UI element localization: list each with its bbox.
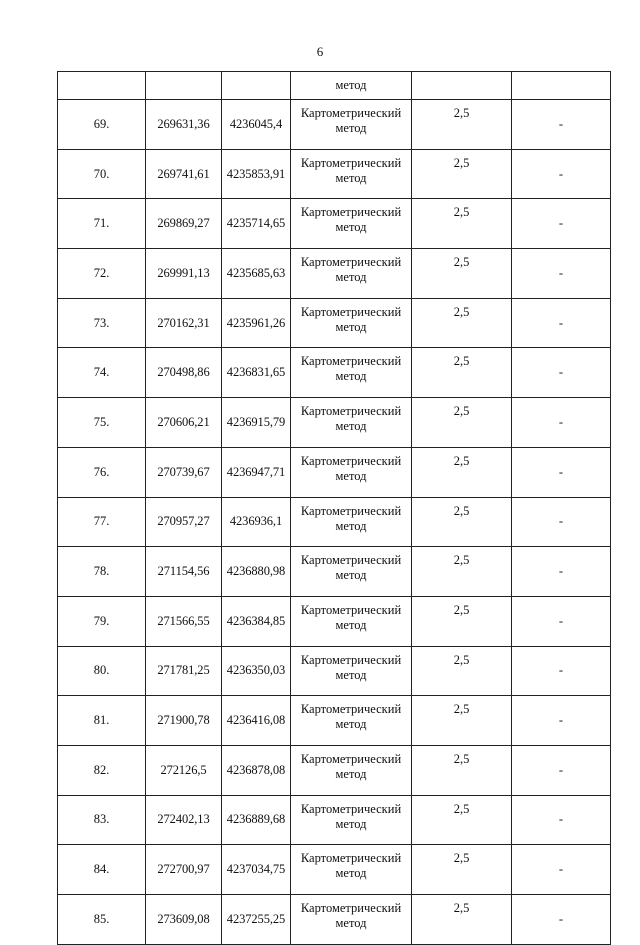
- accuracy: 2,5: [412, 497, 512, 547]
- method: [291, 596, 412, 646]
- note: -: [512, 199, 611, 249]
- method-line-2: метод: [335, 369, 367, 384]
- point-number: 84.: [58, 845, 146, 895]
- method-line-2: метод: [335, 568, 367, 583]
- point-number: 73.: [58, 298, 146, 348]
- coordinate-y: 4236878,08: [222, 745, 291, 795]
- table-row: [58, 199, 611, 249]
- method-line-2: метод: [335, 170, 367, 185]
- coordinate-x: 271900,78: [146, 696, 222, 746]
- coordinate-x: 272700,97: [146, 845, 222, 895]
- accuracy: 2,5: [412, 646, 512, 696]
- accuracy: 2,5: [412, 348, 512, 398]
- method: [291, 348, 412, 398]
- coordinate-y: 4236045,4: [222, 100, 291, 150]
- table-row: [58, 895, 611, 945]
- coordinate-x: 270498,86: [146, 348, 222, 398]
- accuracy: 2,5: [412, 149, 512, 199]
- method-line-1: Картометрический: [300, 553, 402, 568]
- accuracy: 2,5: [412, 596, 512, 646]
- accuracy: 2,5: [412, 895, 512, 945]
- coordinate-x: 271154,56: [146, 547, 222, 597]
- method-line-2: метод: [335, 816, 367, 831]
- note: -: [512, 497, 611, 547]
- coordinate-y: 4236831,65: [222, 348, 291, 398]
- point-number: 72.: [58, 249, 146, 299]
- method: [291, 845, 412, 895]
- cell-y: [222, 72, 291, 100]
- point-number: 78.: [58, 547, 146, 597]
- table-row: [58, 348, 611, 398]
- point-number: 77.: [58, 497, 146, 547]
- method-line-1: Картометрический: [300, 602, 402, 617]
- point-number: 81.: [58, 696, 146, 746]
- accuracy: 2,5: [412, 100, 512, 150]
- point-number: 82.: [58, 745, 146, 795]
- accuracy: 2,5: [412, 199, 512, 249]
- note: -: [512, 149, 611, 199]
- cell-method: метод: [291, 72, 412, 100]
- method-line-1: Картометрический: [300, 503, 402, 518]
- method-line-2: метод: [335, 916, 367, 930]
- method-line-1: Картометрический: [300, 155, 402, 170]
- coordinate-x: 270957,27: [146, 497, 222, 547]
- method-line-1: Картометрический: [300, 255, 402, 270]
- method: [291, 895, 412, 945]
- point-number: 74.: [58, 348, 146, 398]
- cell-number: [58, 72, 146, 100]
- method-line-1: Картометрический: [300, 205, 402, 220]
- point-number: 69.: [58, 100, 146, 150]
- method-line-1: Картометрический: [300, 801, 402, 816]
- coordinate-y: 4236350,03: [222, 646, 291, 696]
- method-line-1: Картометрический: [300, 901, 402, 915]
- table-row: [58, 596, 611, 646]
- coordinate-x: 269991,13: [146, 249, 222, 299]
- page-number: 6: [316, 44, 324, 59]
- note: -: [512, 646, 611, 696]
- method: [291, 199, 412, 249]
- table-row: [58, 249, 611, 299]
- coordinate-x: 270162,31: [146, 298, 222, 348]
- method: [291, 646, 412, 696]
- note: -: [512, 398, 611, 448]
- accuracy: 2,5: [412, 398, 512, 448]
- table-row: [58, 398, 611, 448]
- accuracy: 2,5: [412, 696, 512, 746]
- point-number: 70.: [58, 149, 146, 199]
- method-line-2: метод: [335, 270, 367, 285]
- method-line-1: Картометрический: [300, 404, 402, 419]
- method: [291, 398, 412, 448]
- note: -: [512, 845, 611, 895]
- point-number: 85.: [58, 895, 146, 945]
- method: [291, 795, 412, 845]
- method: [291, 249, 412, 299]
- accuracy: 2,5: [412, 547, 512, 597]
- coordinate-x: 271566,55: [146, 596, 222, 646]
- method: [291, 149, 412, 199]
- note: -: [512, 596, 611, 646]
- method-line-2: метод: [335, 717, 367, 732]
- cell-note: [512, 72, 611, 100]
- point-number: 79.: [58, 596, 146, 646]
- note: -: [512, 895, 611, 945]
- point-number: 76.: [58, 447, 146, 497]
- coordinate-y: 4235961,26: [222, 298, 291, 348]
- method-line-1: Картометрический: [300, 751, 402, 766]
- continuation-row: [58, 72, 611, 100]
- method-line-2: метод: [335, 220, 367, 235]
- note: -: [512, 348, 611, 398]
- accuracy: 2,5: [412, 447, 512, 497]
- table-row: [58, 149, 611, 199]
- note: -: [512, 795, 611, 845]
- table-row: [58, 845, 611, 895]
- table-row: [58, 547, 611, 597]
- coordinate-x: 269869,27: [146, 199, 222, 249]
- accuracy: 2,5: [412, 249, 512, 299]
- coordinate-y: 4237034,75: [222, 845, 291, 895]
- note: -: [512, 696, 611, 746]
- point-number: 71.: [58, 199, 146, 249]
- note: -: [512, 100, 611, 150]
- coordinate-y: 4236947,71: [222, 447, 291, 497]
- coordinate-x: 272402,13: [146, 795, 222, 845]
- coordinate-y: 4236880,98: [222, 547, 291, 597]
- method-line-2: метод: [335, 518, 367, 533]
- method: [291, 696, 412, 746]
- method-line-1: Картометрический: [300, 851, 402, 866]
- table-row: [58, 497, 611, 547]
- table-row: [58, 100, 611, 150]
- coordinate-y: 4235685,63: [222, 249, 291, 299]
- coordinate-y: 4236416,08: [222, 696, 291, 746]
- method-line-1: Картометрический: [300, 106, 402, 120]
- method-line-1: Картометрический: [300, 354, 402, 369]
- coordinate-y: 4236915,79: [222, 398, 291, 448]
- table-row: [58, 447, 611, 497]
- method: [291, 547, 412, 597]
- method-line-1: Картометрический: [300, 702, 402, 717]
- method-line-1: Картометрический: [300, 652, 402, 667]
- accuracy: 2,5: [412, 795, 512, 845]
- point-number: 83.: [58, 795, 146, 845]
- method: [291, 745, 412, 795]
- method-line-2: метод: [335, 866, 367, 881]
- coordinate-x: 269631,36: [146, 100, 222, 150]
- note: -: [512, 249, 611, 299]
- table-row: [58, 646, 611, 696]
- coordinate-y: 4237255,25: [222, 895, 291, 945]
- cell-x: [146, 72, 222, 100]
- table-row: [58, 696, 611, 746]
- method-line-2: метод: [335, 319, 367, 334]
- accuracy: 2,5: [412, 845, 512, 895]
- coordinate-x: 272126,5: [146, 745, 222, 795]
- method-line-2: метод: [335, 468, 367, 483]
- table-row: [58, 795, 611, 845]
- point-number: 75.: [58, 398, 146, 448]
- method-line-2: метод: [335, 617, 367, 632]
- coordinate-y: 4236384,85: [222, 596, 291, 646]
- coordinate-x: 270606,21: [146, 398, 222, 448]
- method: [291, 298, 412, 348]
- method-line-1: Картометрический: [300, 453, 402, 468]
- coordinate-y: 4235853,91: [222, 149, 291, 199]
- method-line-2: метод: [335, 121, 367, 135]
- coordinate-x: 269741,61: [146, 149, 222, 199]
- method-line-1: Картометрический: [300, 304, 402, 319]
- note: -: [512, 447, 611, 497]
- coordinate-y: 4235714,65: [222, 199, 291, 249]
- note: -: [512, 298, 611, 348]
- method: [291, 447, 412, 497]
- note: -: [512, 547, 611, 597]
- point-number: 80.: [58, 646, 146, 696]
- coordinate-x: 271781,25: [146, 646, 222, 696]
- method-line-2: метод: [335, 419, 367, 434]
- table-row: [58, 298, 611, 348]
- method: [291, 497, 412, 547]
- method-line-2: метод: [335, 667, 367, 682]
- method-line-2: метод: [335, 766, 367, 781]
- cell-accuracy: [412, 72, 512, 100]
- table-row: [58, 745, 611, 795]
- coordinates-table: [57, 71, 611, 945]
- coordinate-y: 4236889,68: [222, 795, 291, 845]
- note: -: [512, 745, 611, 795]
- coordinate-x: 273609,08: [146, 895, 222, 945]
- coordinate-x: 270739,67: [146, 447, 222, 497]
- accuracy: 2,5: [412, 745, 512, 795]
- accuracy: 2,5: [412, 298, 512, 348]
- coordinate-y: 4236936,1: [222, 497, 291, 547]
- method: [291, 100, 412, 150]
